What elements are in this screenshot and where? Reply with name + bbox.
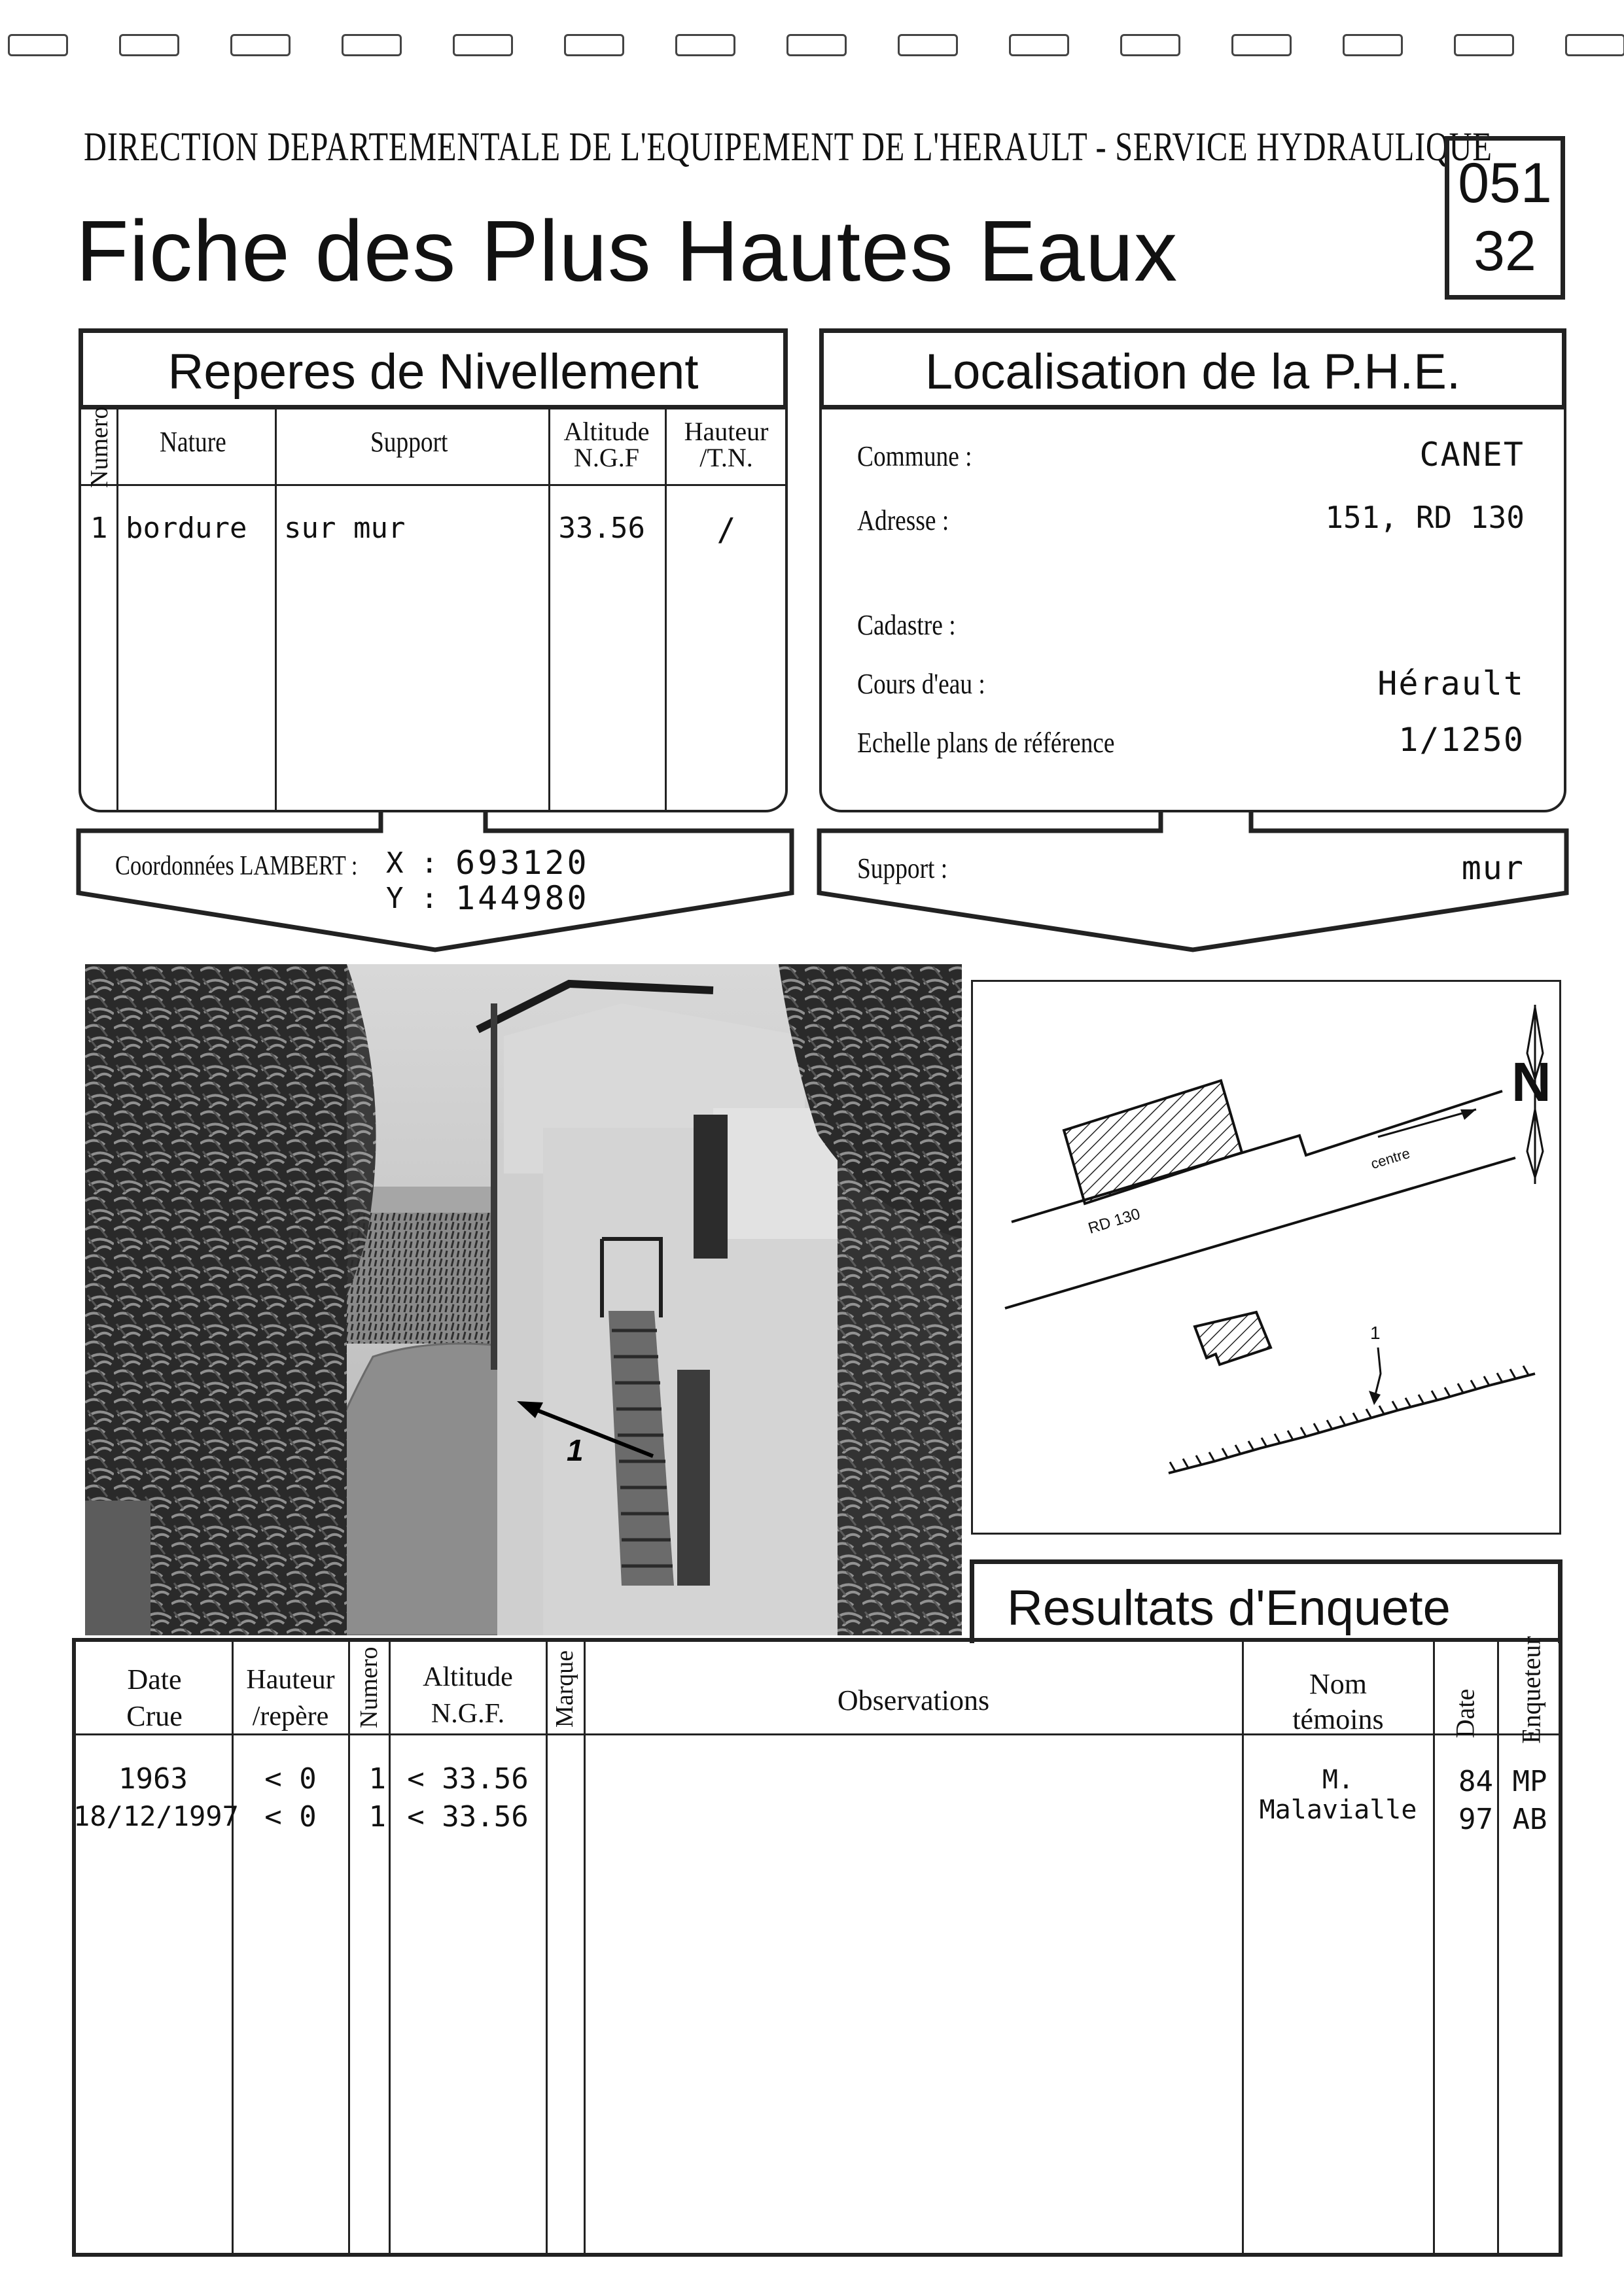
row2-date: 97: [1458, 1803, 1493, 1836]
col-divider: [548, 409, 550, 811]
col-header-nom: Nom témoins: [1292, 1668, 1384, 1735]
col-divider: [389, 1642, 391, 2253]
photo-marker: 1: [567, 1433, 584, 1467]
page-title: Fiche des Plus Hautes Eaux: [76, 203, 1178, 299]
code-box: [1445, 136, 1565, 300]
binder-hole: [8, 34, 68, 56]
row2-date-crue: 18/12/1997: [73, 1800, 239, 1832]
col-header-hauteur: Hauteur /T.N.: [684, 417, 769, 472]
col-divider: [116, 409, 118, 811]
reperes-header-divider: [79, 484, 788, 486]
commune-value: CANET: [1419, 436, 1525, 474]
echelle-value: 1/1250: [1398, 721, 1525, 759]
binder-hole: [1454, 34, 1514, 56]
binder-hole: [898, 34, 958, 56]
binder-hole: [1009, 34, 1069, 56]
commune-label: Commune :: [857, 440, 972, 472]
adresse-label: Adresse :: [857, 504, 949, 536]
col-header-numero: Numero: [355, 1646, 383, 1728]
resultats-title-box: [970, 1559, 1562, 1643]
echelle-label: Echelle plans de référence: [857, 727, 1115, 759]
col-header-enqueteur: Enqueteur: [1516, 1636, 1546, 1744]
col-header-marque: Marque: [551, 1650, 578, 1728]
row2-numero: 1: [368, 1800, 386, 1834]
col-divider: [584, 1642, 586, 2253]
col-divider: [1497, 1642, 1499, 2253]
coords-label: Coordonnées LAMBERT :: [115, 851, 358, 881]
row2-hauteur: < 0: [264, 1800, 317, 1834]
plan-marker: 1: [1370, 1323, 1381, 1343]
binder-hole: [1120, 34, 1180, 56]
localisation-title: Localisation de la P.H.E.: [925, 344, 1461, 400]
repere-numero: 1: [90, 512, 108, 545]
col-divider: [546, 1642, 548, 2253]
repere-support: sur mur: [284, 512, 406, 545]
cours-value: Hérault: [1377, 665, 1525, 703]
col-header-support: Support: [370, 426, 448, 458]
col-header-altitude: Altitude N.G.F: [563, 417, 650, 472]
binder-hole: [786, 34, 847, 56]
road-label: RD 130: [1086, 1205, 1142, 1238]
col-divider: [665, 409, 667, 811]
centre-label: centre: [1369, 1145, 1412, 1172]
cadastre-label: Cadastre :: [857, 609, 956, 641]
plan-drawing: [972, 981, 1560, 1533]
cours-label: Cours d'eau :: [857, 668, 985, 700]
col-divider: [1433, 1642, 1435, 2253]
row2-altitude: < 33.56: [407, 1800, 529, 1834]
col-header-date-crue: Date Crue: [126, 1663, 183, 1732]
binder-hole: [1231, 34, 1292, 56]
reperes-title: Reperes de Nivellement: [168, 344, 699, 400]
col-header-nature: Nature: [160, 426, 226, 458]
row1-altitude: < 33.56: [407, 1762, 529, 1796]
x-label: X :: [386, 846, 438, 880]
localisation-title-box: [819, 328, 1566, 409]
col-divider: [232, 1642, 234, 2253]
row1-hauteur: < 0: [264, 1762, 317, 1796]
col-header-date: Date: [1450, 1688, 1480, 1739]
binder-hole: [1343, 34, 1403, 56]
organisation-header: DIRECTION DEPARTEMENTALE DE L'EQUIPEMENT DE L'HERAULT - SERVICE HYDRAULIQUE: [84, 125, 1492, 169]
col-header-altitude: Altitude N.G.F.: [423, 1662, 513, 1729]
col-header-observations: Observations: [837, 1684, 990, 1716]
binder-hole: [119, 34, 179, 56]
code-bottom: 32: [1474, 220, 1536, 283]
repere-altitude: 33.56: [558, 512, 645, 545]
col-divider: [1242, 1642, 1244, 2253]
x-value: 693120: [455, 844, 590, 882]
row1-numero: 1: [368, 1762, 386, 1796]
support-label: Support :: [857, 852, 948, 884]
row1-nom: M. Malavialle: [1259, 1765, 1417, 1825]
row1-date: 84: [1458, 1765, 1493, 1798]
support-value: mur: [1461, 849, 1525, 887]
code-top: 051: [1458, 152, 1552, 215]
binder-hole: [453, 34, 513, 56]
col-divider: [348, 1642, 350, 2253]
adresse-value: 151, RD 130: [1325, 500, 1525, 535]
binder-hole: [230, 34, 291, 56]
binder-hole: [342, 34, 402, 56]
binder-hole: [564, 34, 624, 56]
y-value: 144980: [455, 879, 590, 917]
row2-enqueteur: AB: [1512, 1803, 1547, 1836]
repere-nature: bordure: [126, 512, 247, 545]
binder-hole: [1565, 34, 1624, 56]
resultats-title: Resultats d'Enquete: [1007, 1580, 1451, 1636]
y-label: Y :: [386, 882, 438, 915]
site-photo: [85, 964, 962, 1635]
col-header-hauteur: Hauteur /repère: [246, 1665, 335, 1731]
repere-hauteur: /: [716, 512, 736, 548]
col-header-numero: Numero: [86, 406, 113, 488]
row1-date-crue: 1963: [118, 1762, 188, 1796]
col-divider: [275, 409, 277, 811]
binder-hole: [675, 34, 735, 56]
north-indicator: N: [1511, 1051, 1551, 1113]
row1-enqueteur: MP: [1512, 1765, 1547, 1798]
reperes-title-box: [79, 328, 788, 409]
